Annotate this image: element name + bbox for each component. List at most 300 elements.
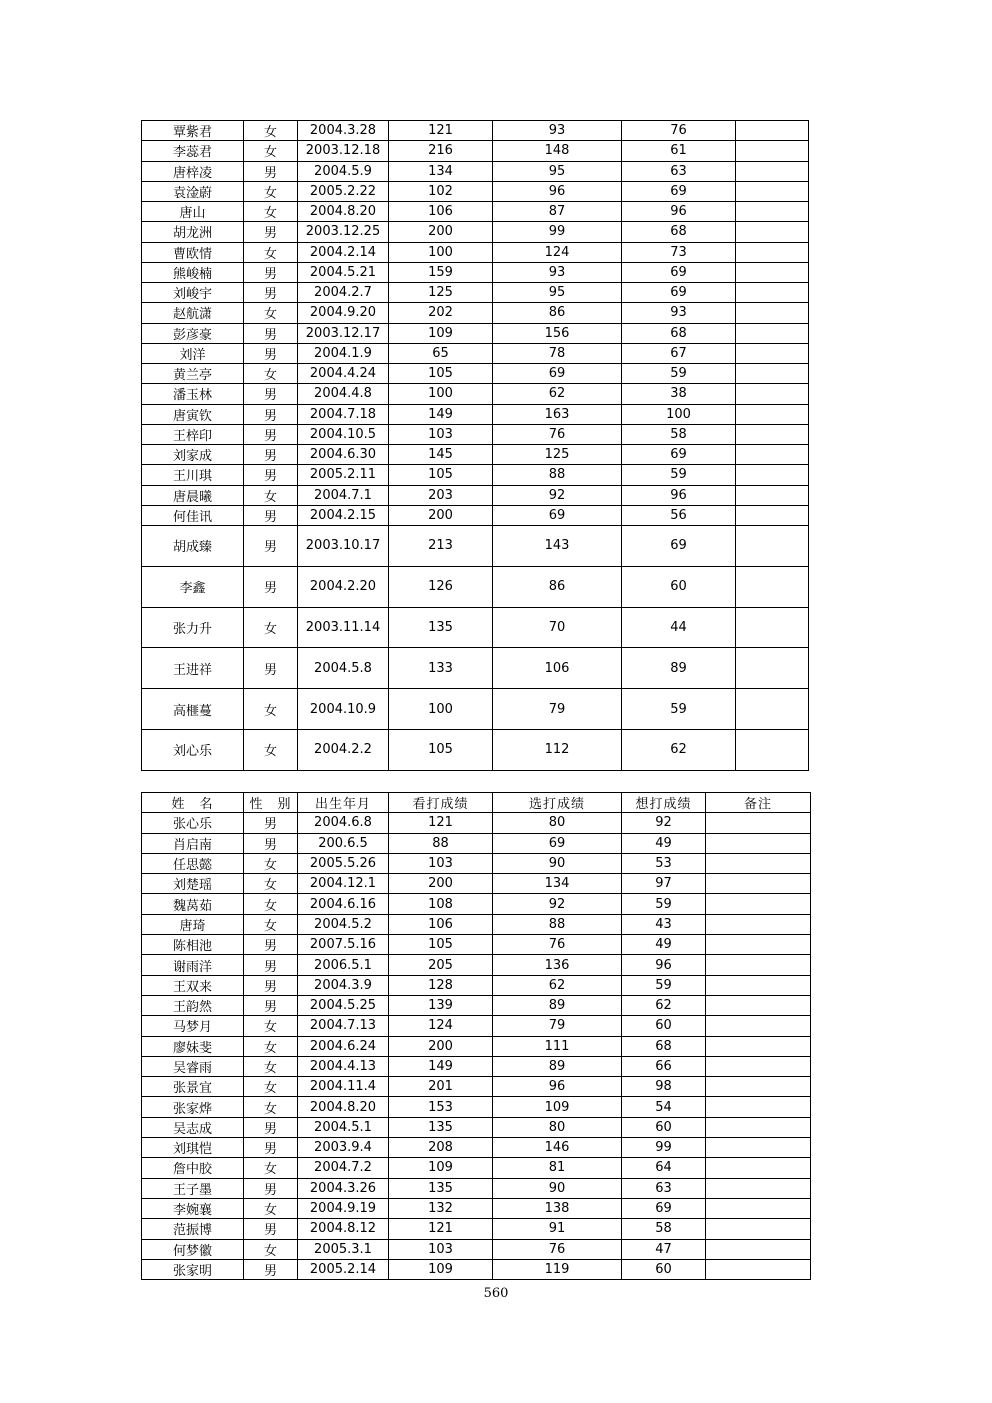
- cell-score-look-type: 135: [389, 607, 493, 648]
- cell-note: [736, 505, 809, 525]
- table-row: [142, 729, 809, 770]
- header-dob: 出生年月: [298, 793, 389, 813]
- cell-score-select-type: 90: [493, 853, 622, 873]
- cell-score-think-type: 67: [622, 343, 736, 363]
- cell-note: [736, 689, 809, 730]
- cell-sex: 男: [244, 1259, 298, 1279]
- cell-score-select-type: 109: [493, 1097, 622, 1117]
- cell-score-think-type: 60: [622, 1016, 706, 1036]
- cell-sex: 男: [244, 161, 298, 181]
- cell-note: [706, 853, 811, 873]
- cell-sex: 女: [244, 1036, 298, 1056]
- cell-score-think-type: 66: [622, 1056, 706, 1076]
- cell-score-look-type: 121: [389, 813, 493, 833]
- cell-score-select-type: 95: [493, 161, 622, 181]
- cell-note: [736, 323, 809, 343]
- table-row: [142, 465, 809, 485]
- cell-score-think-type: 61: [622, 141, 736, 161]
- cell-score-think-type: 59: [622, 975, 706, 995]
- cell-score-look-type: 124: [389, 1016, 493, 1036]
- cell-note: [706, 1056, 811, 1076]
- cell-name: 张家明: [142, 1259, 244, 1279]
- table-row: [142, 303, 809, 323]
- cell-note: [736, 202, 809, 222]
- cell-dob: 2005.2.14: [298, 1259, 389, 1279]
- cell-score-look-type: 105: [389, 729, 493, 770]
- cell-name: 王韵然: [142, 995, 244, 1015]
- cell-score-look-type: 109: [389, 323, 493, 343]
- cell-score-select-type: 62: [493, 975, 622, 995]
- table-row: [142, 222, 809, 242]
- table-row: [142, 607, 809, 648]
- cell-name: 刘洋: [142, 343, 244, 363]
- cell-dob: 2003.12.25: [298, 222, 389, 242]
- cell-score-think-type: 89: [622, 648, 736, 689]
- score-table-continued: [141, 120, 809, 771]
- cell-sex: 女: [244, 181, 298, 201]
- cell-name: 唐梓凌: [142, 161, 244, 181]
- cell-sex: 女: [244, 141, 298, 161]
- cell-sex: 女: [244, 1097, 298, 1117]
- cell-score-look-type: 205: [389, 955, 493, 975]
- cell-dob: 2004.9.20: [298, 303, 389, 323]
- cell-score-think-type: 60: [622, 1117, 706, 1137]
- cell-score-select-type: 86: [493, 566, 622, 607]
- table-row: [142, 323, 809, 343]
- cell-name: 张心乐: [142, 813, 244, 833]
- cell-note: [706, 874, 811, 894]
- cell-note: [736, 729, 809, 770]
- cell-sex: 女: [244, 1158, 298, 1178]
- cell-score-look-type: 109: [389, 1158, 493, 1178]
- cell-sex: 女: [244, 1056, 298, 1076]
- cell-score-think-type: 58: [622, 1219, 706, 1239]
- cell-note: [736, 181, 809, 201]
- cell-score-select-type: 92: [493, 894, 622, 914]
- cell-dob: 2004.2.2: [298, 729, 389, 770]
- cell-name: 刘峻宇: [142, 283, 244, 303]
- cell-dob: 2004.3.28: [298, 121, 389, 141]
- cell-dob: 2004.9.19: [298, 1198, 389, 1218]
- cell-note: [736, 465, 809, 485]
- cell-score-look-type: 103: [389, 853, 493, 873]
- table-row: [142, 1036, 811, 1056]
- cell-name: 张景宜: [142, 1077, 244, 1097]
- table-row: [142, 975, 811, 995]
- cell-score-look-type: 135: [389, 1117, 493, 1137]
- cell-score-look-type: 202: [389, 303, 493, 323]
- cell-sex: 男: [244, 833, 298, 853]
- cell-name: 刘琪恺: [142, 1138, 244, 1158]
- table-row: [142, 505, 809, 525]
- table-row: [142, 1259, 811, 1279]
- cell-dob: 2004.2.14: [298, 242, 389, 262]
- cell-name: 张家烨: [142, 1097, 244, 1117]
- header-score-select-type: 选打成绩: [493, 793, 622, 813]
- cell-score-look-type: 145: [389, 445, 493, 465]
- table-row: [142, 648, 809, 689]
- cell-score-look-type: 128: [389, 975, 493, 995]
- cell-name: 王子墨: [142, 1178, 244, 1198]
- cell-name: 何佳讯: [142, 505, 244, 525]
- table-row: [142, 689, 809, 730]
- cell-score-think-type: 53: [622, 853, 706, 873]
- cell-name: 赵航潇: [142, 303, 244, 323]
- cell-score-look-type: 200: [389, 222, 493, 242]
- cell-score-look-type: 153: [389, 1097, 493, 1117]
- cell-score-select-type: 138: [493, 1198, 622, 1218]
- cell-sex: 女: [244, 1016, 298, 1036]
- cell-sex: 男: [244, 505, 298, 525]
- cell-name: 曹欧情: [142, 242, 244, 262]
- cell-score-look-type: 102: [389, 181, 493, 201]
- table-row: [142, 242, 809, 262]
- cell-score-select-type: 99: [493, 222, 622, 242]
- cell-score-select-type: 90: [493, 1178, 622, 1198]
- cell-note: [706, 1097, 811, 1117]
- cell-sex: 男: [244, 1117, 298, 1137]
- cell-score-think-type: 69: [622, 445, 736, 465]
- cell-score-select-type: 80: [493, 1117, 622, 1137]
- cell-dob: 200.6.5: [298, 833, 389, 853]
- cell-score-look-type: 200: [389, 505, 493, 525]
- cell-score-look-type: 201: [389, 1077, 493, 1097]
- cell-name: 李鑫: [142, 566, 244, 607]
- cell-note: [706, 1219, 811, 1239]
- cell-dob: 2004.4.8: [298, 384, 389, 404]
- cell-score-look-type: 105: [389, 465, 493, 485]
- cell-dob: 2004.4.24: [298, 364, 389, 384]
- cell-name: 袁淦蔚: [142, 181, 244, 201]
- cell-score-look-type: 133: [389, 648, 493, 689]
- cell-score-think-type: 99: [622, 1138, 706, 1158]
- cell-score-think-type: 69: [622, 181, 736, 201]
- cell-name: 胡龙洲: [142, 222, 244, 242]
- cell-sex: 男: [244, 343, 298, 363]
- cell-score-select-type: 86: [493, 303, 622, 323]
- cell-score-look-type: 109: [389, 1259, 493, 1279]
- cell-score-look-type: 216: [389, 141, 493, 161]
- cell-score-think-type: 43: [622, 914, 706, 934]
- cell-score-look-type: 65: [389, 343, 493, 363]
- cell-score-think-type: 47: [622, 1239, 706, 1259]
- cell-sex: 女: [244, 874, 298, 894]
- cell-sex: 男: [244, 955, 298, 975]
- cell-score-select-type: 79: [493, 1016, 622, 1036]
- cell-score-select-type: 124: [493, 242, 622, 262]
- cell-dob: 2004.3.26: [298, 1178, 389, 1198]
- cell-score-think-type: 49: [622, 935, 706, 955]
- cell-dob: 2004.4.13: [298, 1056, 389, 1076]
- cell-sex: 男: [244, 384, 298, 404]
- cell-dob: 2007.5.16: [298, 935, 389, 955]
- cell-sex: 女: [244, 485, 298, 505]
- score-table-continued-body: [142, 121, 809, 771]
- cell-sex: 男: [244, 995, 298, 1015]
- cell-score-think-type: 76: [622, 121, 736, 141]
- cell-sex: 男: [244, 283, 298, 303]
- cell-score-select-type: 69: [493, 505, 622, 525]
- table-row: [142, 1219, 811, 1239]
- cell-name: 詹中胶: [142, 1158, 244, 1178]
- header-sex: 性 别: [244, 793, 298, 813]
- cell-score-look-type: 125: [389, 283, 493, 303]
- cell-name: 任思懿: [142, 853, 244, 873]
- cell-name: 王进祥: [142, 648, 244, 689]
- cell-score-select-type: 89: [493, 1056, 622, 1076]
- cell-score-look-type: 103: [389, 1239, 493, 1259]
- cell-note: [736, 121, 809, 141]
- cell-score-think-type: 59: [622, 465, 736, 485]
- cell-score-select-type: 76: [493, 1239, 622, 1259]
- table-row: [142, 955, 811, 975]
- cell-score-think-type: 62: [622, 729, 736, 770]
- cell-score-select-type: 148: [493, 141, 622, 161]
- cell-score-select-type: 163: [493, 404, 622, 424]
- cell-note: [706, 1259, 811, 1279]
- cell-score-think-type: 69: [622, 262, 736, 282]
- table-row: [142, 283, 809, 303]
- cell-score-select-type: 95: [493, 283, 622, 303]
- cell-score-look-type: 135: [389, 1178, 493, 1198]
- cell-note: [736, 262, 809, 282]
- cell-dob: 2004.2.15: [298, 505, 389, 525]
- table-row: [142, 995, 811, 1015]
- cell-score-think-type: 69: [622, 1198, 706, 1218]
- cell-name: 唐寅钦: [142, 404, 244, 424]
- cell-score-look-type: 100: [389, 689, 493, 730]
- table-row: [142, 1077, 811, 1097]
- cell-sex: 女: [244, 202, 298, 222]
- cell-score-select-type: 111: [493, 1036, 622, 1056]
- cell-name: 刘家成: [142, 445, 244, 465]
- cell-sex: 男: [244, 813, 298, 833]
- table-row: [142, 161, 809, 181]
- cell-score-select-type: 143: [493, 526, 622, 567]
- cell-score-look-type: 105: [389, 364, 493, 384]
- cell-score-look-type: 149: [389, 1056, 493, 1076]
- table-row: [142, 874, 811, 894]
- cell-sex: 男: [244, 1138, 298, 1158]
- cell-dob: 2004.12.1: [298, 874, 389, 894]
- cell-sex: 男: [244, 424, 298, 444]
- header-note: 备注: [706, 793, 811, 813]
- cell-note: [736, 424, 809, 444]
- table-row: [142, 1056, 811, 1076]
- cell-note: [706, 833, 811, 853]
- cell-score-think-type: 100: [622, 404, 736, 424]
- cell-score-think-type: 73: [622, 242, 736, 262]
- cell-note: [736, 283, 809, 303]
- cell-dob: 2004.8.12: [298, 1219, 389, 1239]
- header-score-look-type: 看打成绩: [389, 793, 493, 813]
- cell-dob: 2004.5.1: [298, 1117, 389, 1137]
- table-row: [142, 1239, 811, 1259]
- cell-sex: 男: [244, 323, 298, 343]
- cell-note: [706, 1198, 811, 1218]
- cell-dob: 2004.5.9: [298, 161, 389, 181]
- table-row: [142, 1158, 811, 1178]
- cell-score-select-type: 106: [493, 648, 622, 689]
- cell-dob: 2004.8.20: [298, 1097, 389, 1117]
- cell-score-look-type: 134: [389, 161, 493, 181]
- cell-score-look-type: 200: [389, 874, 493, 894]
- cell-note: [736, 161, 809, 181]
- cell-name: 唐晨曦: [142, 485, 244, 505]
- cell-score-think-type: 58: [622, 424, 736, 444]
- score-table-body: [142, 793, 811, 1280]
- table-row: [142, 404, 809, 424]
- cell-note: [736, 343, 809, 363]
- cell-score-think-type: 92: [622, 813, 706, 833]
- cell-score-look-type: 121: [389, 1219, 493, 1239]
- table-row: [142, 384, 809, 404]
- table-row: [142, 1016, 811, 1036]
- cell-score-think-type: 69: [622, 526, 736, 567]
- cell-score-look-type: 126: [389, 566, 493, 607]
- cell-dob: 2004.6.16: [298, 894, 389, 914]
- cell-score-select-type: 134: [493, 874, 622, 894]
- table-row: [142, 1198, 811, 1218]
- cell-score-select-type: 62: [493, 384, 622, 404]
- cell-score-think-type: 56: [622, 505, 736, 525]
- table-row: [142, 485, 809, 505]
- cell-dob: 2004.6.30: [298, 445, 389, 465]
- cell-dob: 2004.8.20: [298, 202, 389, 222]
- cell-note: [736, 526, 809, 567]
- cell-note: [706, 995, 811, 1015]
- cell-dob: 2004.11.4: [298, 1077, 389, 1097]
- cell-dob: 2003.11.14: [298, 607, 389, 648]
- cell-score-think-type: 54: [622, 1097, 706, 1117]
- cell-score-think-type: 38: [622, 384, 736, 404]
- cell-name: 唐琦: [142, 914, 244, 934]
- cell-sex: 男: [244, 526, 298, 567]
- cell-name: 魏莴茹: [142, 894, 244, 914]
- cell-score-select-type: 78: [493, 343, 622, 363]
- cell-sex: 女: [244, 607, 298, 648]
- cell-note: [706, 1178, 811, 1198]
- table-row: [142, 1117, 811, 1137]
- cell-dob: 2003.9.4: [298, 1138, 389, 1158]
- cell-sex: 男: [244, 465, 298, 485]
- cell-name: 吴睿雨: [142, 1056, 244, 1076]
- cell-name: 张力升: [142, 607, 244, 648]
- cell-score-select-type: 79: [493, 689, 622, 730]
- cell-score-select-type: 70: [493, 607, 622, 648]
- cell-score-look-type: 203: [389, 485, 493, 505]
- table-row: [142, 894, 811, 914]
- cell-score-think-type: 96: [622, 202, 736, 222]
- cell-name: 陈相池: [142, 935, 244, 955]
- table-row: [142, 935, 811, 955]
- cell-sex: 男: [244, 262, 298, 282]
- cell-dob: 2004.5.2: [298, 914, 389, 934]
- table-row: [142, 914, 811, 934]
- cell-score-look-type: 100: [389, 384, 493, 404]
- table-header-row: [142, 793, 811, 813]
- cell-score-think-type: 49: [622, 833, 706, 853]
- cell-score-look-type: 100: [389, 242, 493, 262]
- cell-score-select-type: 96: [493, 181, 622, 201]
- cell-score-select-type: 76: [493, 935, 622, 955]
- cell-score-think-type: 93: [622, 303, 736, 323]
- cell-name: 潘玉林: [142, 384, 244, 404]
- cell-score-select-type: 136: [493, 955, 622, 975]
- cell-dob: 2004.5.8: [298, 648, 389, 689]
- page-number: 560: [483, 1286, 509, 1301]
- cell-sex: 女: [244, 121, 298, 141]
- cell-sex: 男: [244, 1178, 298, 1198]
- cell-dob: 2006.5.1: [298, 955, 389, 975]
- cell-name: 刘心乐: [142, 729, 244, 770]
- table-row: [142, 1097, 811, 1117]
- cell-note: [706, 894, 811, 914]
- cell-dob: 2003.10.17: [298, 526, 389, 567]
- cell-score-think-type: 97: [622, 874, 706, 894]
- cell-dob: 2004.7.13: [298, 1016, 389, 1036]
- cell-score-select-type: 69: [493, 833, 622, 853]
- cell-score-look-type: 132: [389, 1198, 493, 1218]
- cell-name: 熊峻楠: [142, 262, 244, 282]
- cell-note: [736, 141, 809, 161]
- cell-score-think-type: 62: [622, 995, 706, 1015]
- cell-score-select-type: 88: [493, 465, 622, 485]
- table-row: [142, 445, 809, 465]
- cell-note: [736, 648, 809, 689]
- cell-note: [706, 1117, 811, 1137]
- cell-sex: 女: [244, 303, 298, 323]
- cell-note: [736, 222, 809, 242]
- cell-note: [706, 813, 811, 833]
- cell-name: 覃紫君: [142, 121, 244, 141]
- cell-note: [706, 1158, 811, 1178]
- cell-name: 彭彦豪: [142, 323, 244, 343]
- cell-dob: 2004.7.2: [298, 1158, 389, 1178]
- cell-score-select-type: 93: [493, 121, 622, 141]
- cell-score-think-type: 96: [622, 485, 736, 505]
- cell-sex: 女: [244, 1198, 298, 1218]
- cell-name: 廖妹斐: [142, 1036, 244, 1056]
- cell-score-select-type: 80: [493, 813, 622, 833]
- cell-score-select-type: 89: [493, 995, 622, 1015]
- cell-score-look-type: 213: [389, 526, 493, 567]
- cell-name: 黄兰亭: [142, 364, 244, 384]
- cell-score-think-type: 59: [622, 364, 736, 384]
- cell-name: 范振博: [142, 1219, 244, 1239]
- table-row: [142, 1178, 811, 1198]
- cell-score-look-type: 103: [389, 424, 493, 444]
- cell-score-think-type: 96: [622, 955, 706, 975]
- cell-sex: 女: [244, 689, 298, 730]
- cell-note: [736, 303, 809, 323]
- cell-dob: 2004.6.8: [298, 813, 389, 833]
- cell-dob: 2003.12.17: [298, 323, 389, 343]
- cell-score-think-type: 69: [622, 283, 736, 303]
- cell-name: 王双来: [142, 975, 244, 995]
- cell-sex: 男: [244, 975, 298, 995]
- cell-sex: 女: [244, 914, 298, 934]
- cell-sex: 男: [244, 445, 298, 465]
- cell-score-look-type: 88: [389, 833, 493, 853]
- cell-dob: 2004.6.24: [298, 1036, 389, 1056]
- table-row: [142, 526, 809, 567]
- cell-score-select-type: 76: [493, 424, 622, 444]
- table-row: [142, 181, 809, 201]
- cell-score-look-type: 208: [389, 1138, 493, 1158]
- cell-score-think-type: 60: [622, 1259, 706, 1279]
- cell-note: [706, 955, 811, 975]
